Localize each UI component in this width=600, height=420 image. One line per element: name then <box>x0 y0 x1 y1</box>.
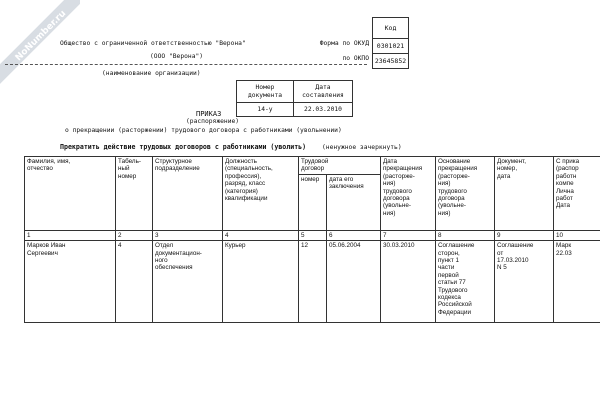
org-caption: (наименование организации) <box>102 70 201 77</box>
col-number: 5 <box>299 230 327 240</box>
header-tab-number: Табель- ный номер <box>116 157 153 231</box>
col-number: 8 <box>436 230 495 240</box>
cell-tab-number: 4 <box>116 241 153 323</box>
col-number: 7 <box>381 230 436 240</box>
employees-table <box>24 156 600 323</box>
doc-date-header: Дата составления <box>294 81 353 103</box>
okud-value: 0301021 <box>373 39 409 54</box>
cell-grounds: Соглашение сторон, пункт 1 части первой статьи 77 Трудового кодекса Российской Федерации <box>436 241 495 323</box>
header-termination-date: Дата прекращения (расторже- ния) трудового договора (увольне- ния) <box>381 157 436 231</box>
table-row <box>25 241 600 323</box>
cell-termination-date: 30.03.2010 <box>381 241 436 323</box>
document-number-table <box>236 80 353 117</box>
col-number: 9 <box>495 230 554 240</box>
order-subtitle: (распоряжение) <box>186 118 240 125</box>
cell-contract-number: 12 <box>299 241 327 323</box>
doc-number-value: 14-у <box>237 103 294 117</box>
col-number: 4 <box>223 230 299 240</box>
cell-position: Курьер <box>223 241 299 323</box>
col-number: 6 <box>327 230 381 240</box>
col-number: 10 <box>554 230 600 240</box>
col-number: 1 <box>25 230 116 240</box>
order-about: о прекращении (расторжении) трудового договора с работниками (увольнении) <box>65 127 342 134</box>
cell-contract-date: 05.06.2004 <box>327 241 381 323</box>
cell-notice: Марк 22.03 <box>554 241 600 323</box>
header-contract: Трудовой договор <box>299 157 381 175</box>
col-number: 2 <box>116 230 153 240</box>
okpo-value: 23645852 <box>373 54 409 69</box>
header-position: Должность (специальность, профессия), разряд, класс (категория) квалификации <box>223 157 299 231</box>
org-name-line1: Общество с ограниченной ответственностью "Верона" <box>60 40 246 47</box>
org-name-underline <box>5 64 367 65</box>
order-title: ПРИКАЗ <box>196 110 222 118</box>
header-contract-date: дата его заключения <box>327 174 381 230</box>
header-document: Документ, номер, дата <box>495 157 554 231</box>
cell-name: Марков Иван Сергеевич <box>25 241 116 323</box>
code-header: Код <box>373 18 409 39</box>
doc-number-header: Номер документа <box>237 81 294 103</box>
header-name: Фамилия, имя, отчество <box>25 157 116 231</box>
instruction-text: Прекратить действие трудовых договоров с работниками (уволить) <box>60 143 307 151</box>
col-number: 3 <box>153 230 223 240</box>
codes-table <box>372 17 409 69</box>
header-notice: С прика (распор работн компе Лична работ Дата <box>554 157 600 231</box>
cell-department: Отдел документацион- ного обеспечения <box>153 241 223 323</box>
org-name-line2: (ООО "Верона") <box>150 53 204 60</box>
okpo-label: по ОКПО <box>342 55 369 62</box>
header-department: Структурное подразделение <box>153 157 223 231</box>
instruction-hint: (ненужное зачеркнуть) <box>322 144 402 151</box>
okud-label: Форма по ОКУД <box>319 40 369 47</box>
watermark-text: NoNumber.ru <box>13 8 69 64</box>
doc-date-value: 22.03.2010 <box>294 103 353 117</box>
header-grounds: Основание прекращения (расторже- ния) трудового договора (увольне- ния) <box>436 157 495 231</box>
header-contract-number: номер <box>299 174 327 230</box>
cell-document: Соглашение от 17.03.2010 N 5 <box>495 241 554 323</box>
